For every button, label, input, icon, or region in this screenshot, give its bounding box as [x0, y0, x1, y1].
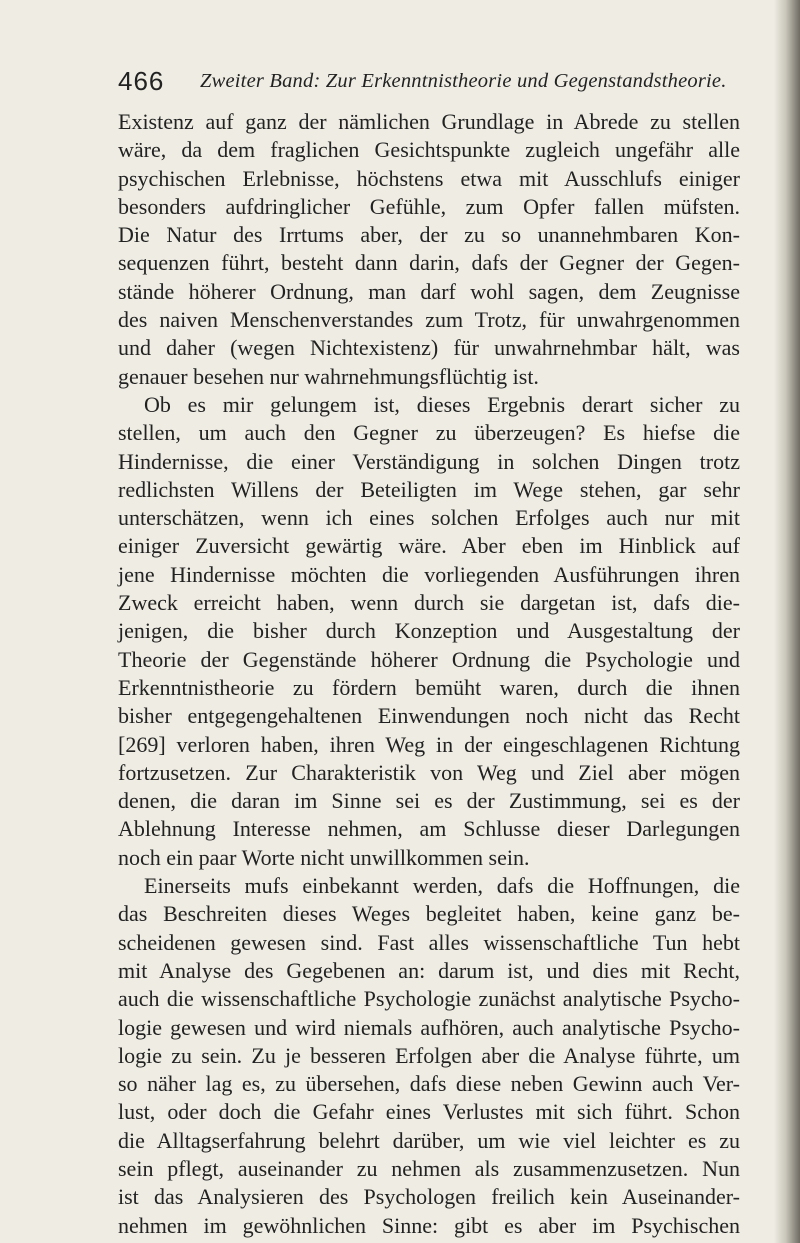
text-line: jenigen, die bisher durch Konzeption und Ausgestaltung der: [118, 618, 740, 644]
text-line: unterschätzen, wenn ich eines solchen Erfolges auch nur mit: [118, 505, 740, 531]
text-line: einiger Zuversicht gewärtig wäre. Aber eben im Hinblick auf: [118, 533, 740, 559]
text-line: wäre, da dem fraglichen Gesichtspunkte zugleich ungefähr alle: [118, 137, 740, 163]
text-line: jene Hindernisse möchten die vorliegenden Ausführungen ihren: [118, 561, 740, 587]
page-edge-shadow: [774, 0, 800, 1243]
text-line: ist das Analysieren des Psychologen freilich kein Auseinander-: [118, 1184, 740, 1210]
text-line: sein pflegt, auseinander zu nehmen als zusammenzusetzen. Nun: [118, 1155, 740, 1181]
text-line: stellen, um auch den Gegner zu überzeugen? Es hiefse die: [118, 420, 740, 446]
text-line: fortzusetzen. Zur Charakteristik von Weg und Ziel aber mögen: [118, 759, 740, 785]
text-line: [269] verloren haben, ihren Weg in der eingeschlagenen Richtung: [118, 731, 740, 757]
text-line: und daher (wegen Nichtexistenz) für unwahrnehmbar hält, was: [118, 335, 740, 361]
text-line: die Alltagserfahrung belehrt darüber, um wie viel leichter es zu: [118, 1127, 740, 1153]
text-line: logie gewesen und wird niemals aufhören, auch analytische Psycho-: [118, 1014, 740, 1040]
running-title: Zweiter Band: Zur Erkenntnistheorie und Gegenstandstheorie.: [200, 70, 727, 92]
text-line: lust, oder doch die Gefahr eines Verlustes mit sich führt. Schon: [118, 1099, 740, 1125]
text-line: Ob es mir gelungem ist, dieses Ergebnis derart sicher zu: [144, 391, 740, 417]
text-line: Theorie der Gegenstände höherer Ordnung die Psychologie und: [118, 646, 740, 672]
text-line: Ablehnung Interesse nehmen, am Schlusse dieser Darlegungen: [118, 816, 740, 842]
text-line: stände höherer Ordnung, man darf wohl sagen, dem Zeugnisse: [118, 278, 740, 304]
text-line: auch die wissenschaftliche Psychologie zunächst analytische Psycho-: [118, 986, 740, 1012]
text-line: redlichsten Willens der Beteiligten im Wege stehen, gar sehr: [118, 476, 740, 502]
running-head: [118, 66, 738, 106]
text-line: noch ein paar Worte nicht unwillkommen sein.: [118, 844, 530, 870]
body-text: [118, 108, 740, 1240]
text-line: Die Natur des Irrtums aber, der zu so unannehmbaren Kon-: [118, 222, 740, 248]
text-line: mit Analyse des Gegebenen an: darum ist, und dies mit Recht,: [118, 957, 740, 983]
page-number: 466: [118, 66, 165, 96]
text-line: bisher entgegengehaltenen Einwendungen noch nicht das Recht: [118, 703, 740, 729]
text-line: Erkenntnistheorie zu fördern bemüht waren, durch die ihnen: [118, 674, 740, 700]
text-line: nehmen im gewöhnlichen Sinne: gibt es aber im Psychischen: [118, 1212, 740, 1238]
text-line: so näher lag es, zu übersehen, dafs diese neben Gewinn auch Ver-: [118, 1071, 740, 1097]
text-line: Hindernisse, die einer Verständigung in solchen Dingen trotz: [118, 448, 740, 474]
text-line: das Beschreiten dieses Weges begleitet haben, keine ganz be-: [118, 901, 740, 927]
text-line: Zweck erreicht haben, wenn durch sie dargetan ist, dafs die-: [118, 590, 740, 616]
text-line: Existenz auf ganz der nämlichen Grundlage in Abrede zu stellen: [118, 109, 740, 134]
text-line: besonders aufdringlicher Gefühle, zum Opfer fallen müfsten.: [118, 193, 740, 219]
text-line: sequenzen führt, besteht dann darin, dafs der Gegner der Gegen-: [118, 250, 740, 276]
text-line: denen, die daran im Sinne sei es der Zustimmung, sei es der: [118, 788, 740, 814]
text-line: Einerseits mufs einbekannt werden, dafs die Hoffnungen, die: [144, 873, 740, 899]
text-line: scheidenen gewesen sind. Fast alles wissenschaftliche Tun hebt: [118, 929, 740, 955]
text-line: psychischen Erlebnisse, höchstens etwa mit Ausschlufs einiger: [118, 165, 740, 191]
text-line: genauer besehen nur wahrnehmungsflüchtig ist.: [118, 363, 539, 389]
text-line: logie zu sein. Zu je besseren Erfolgen aber die Analyse führte, um: [118, 1042, 740, 1068]
text-line: des naiven Menschenverstandes zum Trotz, für unwahrgenommen: [118, 307, 740, 333]
